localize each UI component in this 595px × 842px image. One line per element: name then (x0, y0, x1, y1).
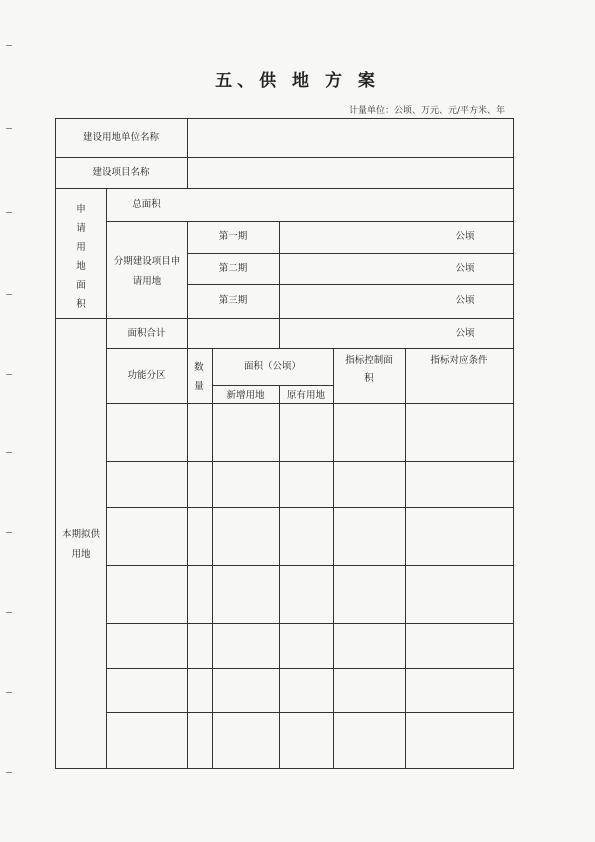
row-rule (55, 188, 514, 189)
unit-note: 计量单位：公顷、万元、元/平方米、年 (348, 106, 505, 116)
total-area-label: 总面积 (132, 199, 161, 210)
row-rule (106, 403, 514, 404)
col-rule (405, 348, 406, 769)
margin-mark (6, 452, 12, 453)
page-title: 五、供 地 方 案 (215, 71, 380, 91)
table-border (55, 118, 514, 119)
area-header: 面积（公顷） (243, 361, 301, 372)
row-rule (106, 668, 514, 669)
phase2-unit: 公顷 (455, 263, 475, 274)
phase3-label: 第三期 (218, 295, 248, 306)
indicator-area-header: 指标控制面积 (345, 355, 393, 384)
row-rule (106, 565, 514, 566)
margin-mark (6, 692, 12, 693)
row-rule (187, 284, 514, 285)
margin-mark (6, 294, 12, 295)
phase2-label: 第二期 (218, 263, 248, 274)
table-border (55, 768, 514, 769)
phase3-unit: 公顷 (455, 295, 475, 306)
row-rule (106, 623, 514, 624)
col-rule (106, 188, 107, 769)
col-rule (279, 221, 280, 348)
phase1-unit: 公顷 (455, 231, 475, 242)
quantity-header: 数量 (194, 362, 204, 392)
new-land-header: 新增用地 (226, 390, 265, 401)
row-rule (212, 385, 333, 386)
margin-mark (6, 45, 12, 46)
existing-land-header: 原有用地 (286, 390, 325, 401)
row-rule (55, 157, 514, 158)
table-border (513, 118, 514, 769)
row-rule (106, 507, 514, 508)
col-rule (187, 118, 188, 188)
table-border (55, 118, 56, 769)
col-rule (279, 385, 280, 769)
phase1-label: 第一期 (218, 231, 248, 242)
row-rule (55, 318, 514, 319)
margin-mark (6, 772, 12, 773)
col-rule (333, 348, 334, 769)
margin-mark (6, 374, 12, 375)
project-name-label: 建设项目名称 (92, 167, 150, 178)
row-rule (106, 712, 514, 713)
current-supply-label: 本期拟供用地 (62, 529, 101, 560)
area-total-unit: 公顷 (455, 328, 475, 339)
col-rule (187, 348, 188, 769)
unit-name-label: 建设用地单位名称 (82, 132, 159, 143)
func-zone-header: 功能分区 (127, 370, 166, 381)
row-rule (106, 221, 514, 222)
row-rule (187, 253, 514, 254)
col-rule (212, 348, 213, 769)
margin-mark (6, 212, 12, 213)
indicator-condition-header: 指标对应条件 (430, 355, 488, 366)
area-total-label: 面积合计 (127, 328, 166, 339)
margin-mark (6, 612, 12, 613)
margin-mark (6, 532, 12, 533)
row-rule (106, 461, 514, 462)
phased-project-label: 分期建设项目申请用地 (113, 256, 181, 287)
margin-mark (6, 128, 12, 129)
apply-area-label: 申请用地面积 (76, 204, 86, 310)
row-rule (106, 348, 514, 349)
